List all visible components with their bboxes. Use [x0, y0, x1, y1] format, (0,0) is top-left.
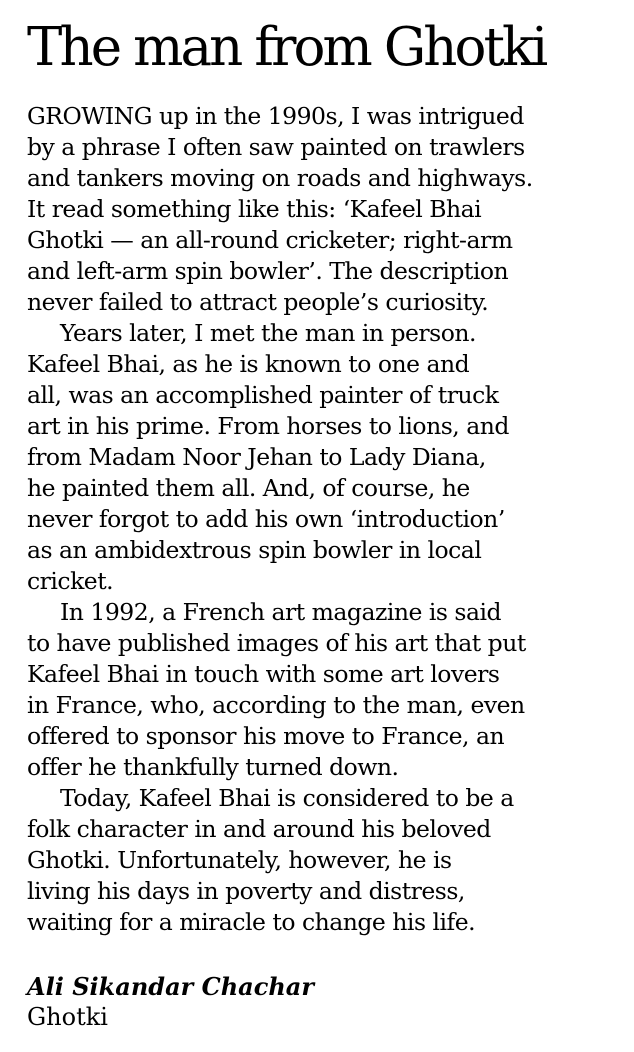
- author-location: Ghotki: [27, 1003, 108, 1031]
- body-line: he painted them all. And, of course, he: [27, 474, 470, 502]
- body-line: It read something like this: ‘Kafeel Bhai: [27, 195, 482, 223]
- body-line: all, was an accomplished painter of truck: [27, 381, 499, 409]
- body-line: offered to sponsor his move to France, an: [27, 722, 505, 750]
- body-line: folk character in and around his beloved: [27, 815, 491, 843]
- headline: The man from Ghotki: [27, 17, 546, 78]
- body-line: never forgot to add his own ‘introduction’: [27, 505, 505, 533]
- body-line: by a phrase I often saw painted on trawlers: [27, 133, 525, 161]
- body-line: living his days in poverty and distress,: [27, 877, 465, 905]
- body-line: to have published images of his art that put: [27, 629, 526, 657]
- body-line: and left-arm spin bowler’. The description: [27, 257, 509, 285]
- body-line: Kafeel Bhai in touch with some art lovers: [27, 660, 500, 688]
- body-line: in France, who, according to the man, even: [27, 691, 525, 719]
- body-line: cricket.: [27, 567, 114, 595]
- paragraph-start-line: In 1992, a French art magazine is said: [60, 598, 502, 626]
- paragraph-start-line: Years later, I met the man in person.: [60, 319, 476, 347]
- body-line: offer he thankfully turned down.: [27, 753, 399, 781]
- body-line: waiting for a miracle to change his life.: [27, 908, 476, 936]
- byline: [27, 971, 634, 1033]
- body-line: art in his prime. From horses to lions, and: [27, 412, 509, 440]
- body-line: from Madam Noor Jehan to Lady Diana,: [27, 443, 486, 471]
- paragraph-start-line: Today, Kafeel Bhai is considered to be a: [60, 784, 514, 812]
- body-line: Ghotki — an all-round cricketer; right-arm: [27, 226, 513, 254]
- body-line: Ghotki. Unfortunately, however, he is: [27, 846, 452, 874]
- body-line: and tankers moving on roads and highways.: [27, 164, 533, 192]
- body-line: GROWING up in the 1990s, I was intrigued: [27, 102, 524, 130]
- body-line: Kafeel Bhai, as he is known to one and: [27, 350, 470, 378]
- author-name: Ali Sikandar Chachar: [27, 972, 314, 1001]
- body-line: never failed to attract people’s curiosity.: [27, 288, 489, 316]
- article-body: [27, 101, 617, 938]
- body-line: as an ambidextrous spin bowler in local: [27, 536, 482, 564]
